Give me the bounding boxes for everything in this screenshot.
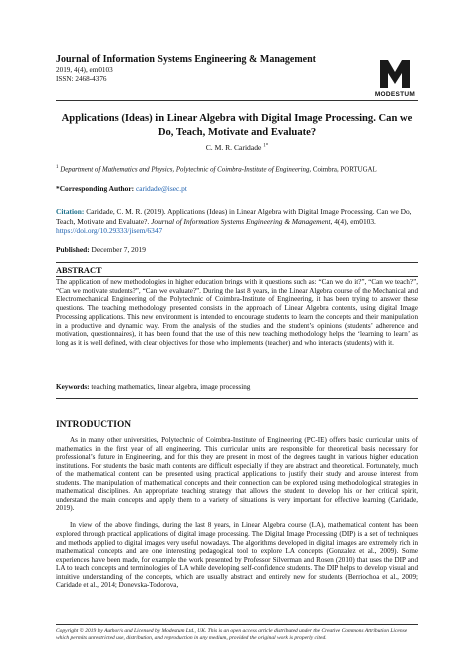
introduction-heading: INTRODUCTION [56,420,132,430]
affiliation-mark: 1 [56,165,59,170]
published-date [56,245,418,254]
corresponding-email-link[interactable]: caridade@isec.pt [135,184,187,193]
affiliation-department: Department of Mathematics and Physics, Polytechnic of Coimbra-Institute of Engineering [60,166,310,174]
keywords-divider [56,398,418,399]
author-name: C. M. R. Caridade [205,143,264,152]
citation-block [56,207,418,236]
journal-name: Journal of Information Systems Engineering & Management [56,54,316,65]
citation-text: Caridade, C. M. R. (2019). Applications (Ideas) in Linear Algebra with Digital Image Processing. Can we Do, Teach, Motivate and Evaluate?. [56,207,412,226]
introduction-paragraph: As in many other universities, Polytechnic of Coimbra-Institute of Engineering (PC-IE) offers basic curricular units of mathematics in the first year of all engineering. This curricular units are responsible for theoretical basis necessary for professional’s future in Engineering, and for this they are present in most of the degrees taught in various higher education institutions. For students the basic math contents are difficult especially if they are abstract and theoretical. Fortunately, much of the mathematical content can be presented using practical applications to justify their study and arouse interest from students. The manipulation of mathematical concepts and their connection can be explored using methodological strategies in mathematical disciplines. An appropriate teaching strategy that allows the student to develop his or her critical spirit, understand the main concepts and apply them to a variety of situations is very important for effective learning (Caridade, 2019). [56,436,418,513]
article-title: Applications (Ideas) in Linear Algebra with Digital Image Processing. Can we Do, Teach, Motivate and Evaluate? [61,113,413,138]
publisher-logo [373,58,417,98]
author-marks: 1* [263,143,269,149]
corresponding-author [56,184,418,193]
keywords [56,383,418,391]
citation-label: Citation: [56,207,85,216]
journal-volume: 2019, 4(4), em0103 [56,66,113,74]
copyright-footer: Copyright © 2019 by Author/s and Licensed by Modestum Ltd., UK. This is an open access article distributed under the Creative Commons Attribution License which permits unrestricted use, distribution, and reproduction in any medium, provided the original work is properly cited. [56,628,408,641]
published-value: December 7, 2019 [89,245,146,254]
article-authors [56,143,418,152]
introduction-paragraph: In view of the above findings, during the last 8 years, in Linear Algebra course (LA), mathematical content has been explored through practical applications of digital image processing. The Digital Image Processing (DIP) is a set of techniques and methods applied to digital images very useful nowadays. The algorithms developed in digital images are extremely rich in mathematical concepts and are one interesting pedagogical tool to explore LA concepts (Gonzalez et al., 2009). Some experiences have been made, for example the work presented by Professor Silverman and Rosen (2010) that uses the DIP and LA to teach concepts and terminologies of LA while developing self-confidence students. The DIP helps to develop visual and intuitive understanding of the concepts, which are usually abstract and entirely new for students (Berriochoa et al., 2009; Caridade et al., 2014; Donevska-Todorova, [56,521,418,590]
keywords-label: Keywords: [56,383,90,391]
modestum-m-logo-icon [378,58,412,90]
doi-link[interactable]: https://doi.org/10.29333/jisem/6347 [56,226,163,236]
publisher-name: MODESTUM [374,91,416,98]
keywords-text: teaching mathematics, linear algebra, image processing [89,383,251,391]
abstract-text: The application of new methodologies in higher education brings with it questions such as: “Can we do it?”, “Can we teach?”, “Can we motivate students?”, “Can we evaluate?”. During the last 8 years, in the Linear Algebra course of the Mechanical and Electromechanical Engineering of the Polytechnic of Coimbra-Institute of Engineering, it has been trying to answer these questions. The teaching methodology presented consists in the approach of Linear Algebra contents, using digital Image Processing applications. This new environment is intended to encourage students to learn the concepts and their manipulation in a productive and dynamic way. From the analysis of the studies and the student’s opinions (students’ adherence and motivation, questionnaires), it has been found that the use of this new teaching methodology helps the ‘learning to learn’ as long as it is well defined, with clear objectives for those who implements (teacher) and who interacts (students) with it. [56,278,418,347]
journal-header [56,54,346,84]
corresponding-label: *Corresponding Author: [56,184,135,193]
abstract-top-divider [56,262,418,263]
published-label: Published: [56,245,90,254]
citation-journal: Journal of Information Systems Engineering & Management [151,216,331,226]
footer-divider [56,624,418,625]
affiliation-location: , Coimbra, PORTUGAL [309,166,377,174]
affiliation [56,165,418,173]
journal-issn: ISSN: 2468-4376 [56,75,107,83]
header-divider [56,100,418,101]
abstract-heading-divider [56,276,418,277]
citation-tail: , 4(4), em0103. [330,216,376,226]
abstract-heading: ABSTRACT [56,266,102,275]
introduction-body [56,436,418,598]
